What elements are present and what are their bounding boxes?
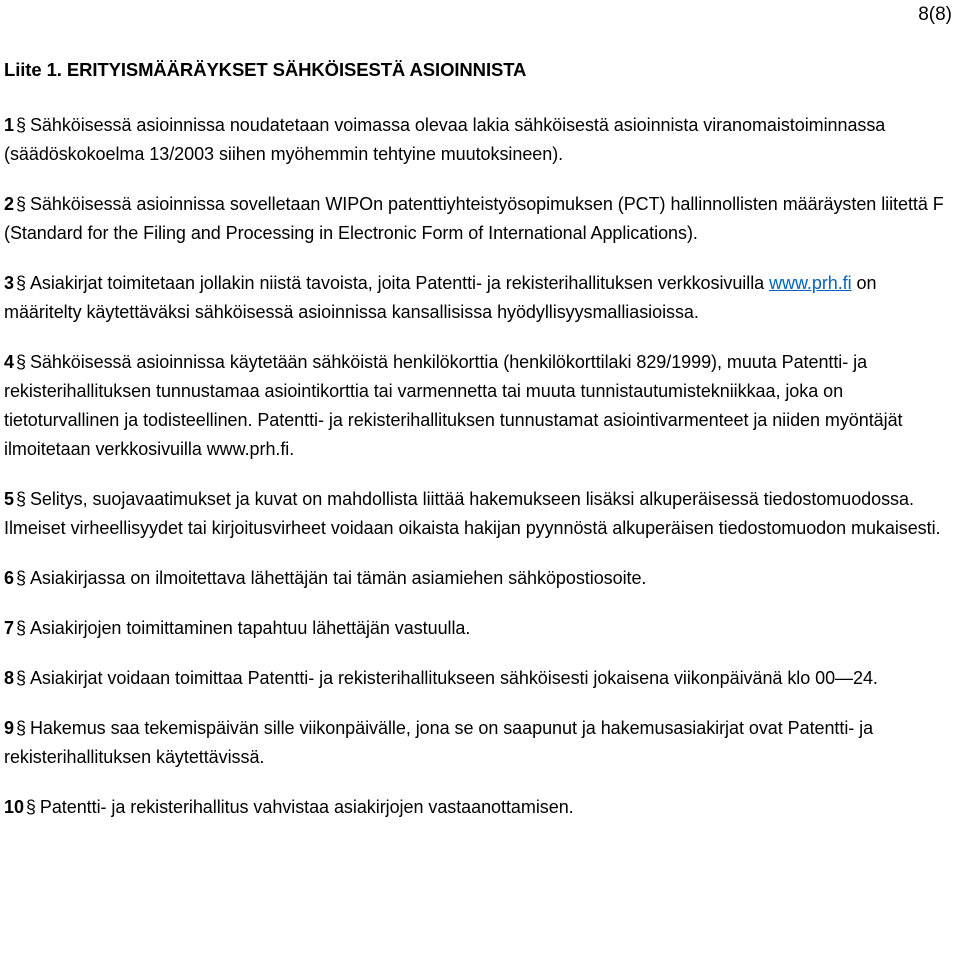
paragraph-1 xyxy=(4,111,954,169)
section-symbol: § xyxy=(15,568,26,588)
document-body xyxy=(4,58,954,843)
section-symbol: § xyxy=(15,352,26,372)
paragraph-5 xyxy=(4,485,954,543)
section-symbol: § xyxy=(15,718,26,738)
section-symbol: § xyxy=(15,273,26,293)
paragraph-text: Sähköisessä asioinnissa sovelletaan WIPOn patenttiyhteistyösopimuksen (PCT) hallinnollisten määräysten liitettä F (Standard for the Filing and Processing in Electronic Form of International Applications). xyxy=(4,194,944,243)
paragraph-text-continued: on määritelty käytettäväksi sähköisessä asioinnissa kansallisissa hyödyllisyysmalliasioissa. xyxy=(4,273,877,322)
paragraph-number: 9 xyxy=(4,718,14,738)
section-symbol: § xyxy=(25,797,36,817)
paragraph-text: Hakemus saa tekemispäivän sille viikonpäivälle, jona se on saapunut ja hakemusasiakirjat ovat Patentti- ja rekisterihallituksen käytettävissä. xyxy=(4,718,874,767)
paragraph-text: Asiakirjat toimitetaan jollakin niistä tavoista, joita Patentti- ja rekisterihallituksen verkkosivuilla xyxy=(29,273,765,293)
paragraph-number: 1 xyxy=(4,115,14,135)
paragraph-7 xyxy=(4,614,954,643)
paragraph-text: Asiakirjassa on ilmoitettava lähettäjän tai tämän asiamiehen sähköpostiosoite. xyxy=(29,568,647,588)
paragraph-9 xyxy=(4,714,954,772)
paragraph-number: 2 xyxy=(4,194,14,214)
prh-website-link[interactable]: www.prh.fi xyxy=(769,273,852,293)
paragraph-text: Asiakirjojen toimittaminen tapahtuu lähettäjän vastuulla. xyxy=(29,618,471,638)
paragraph-10 xyxy=(4,793,954,822)
paragraph-4 xyxy=(4,348,954,464)
document-title: Liite 1. ERITYISMÄÄRÄYKSET SÄHKÖISESTÄ ASIOINNISTA xyxy=(4,59,527,80)
paragraph-text: Patentti- ja rekisterihallitus vahvistaa asiakirjojen vastaanottamisen. xyxy=(39,797,574,817)
section-symbol: § xyxy=(15,668,26,688)
paragraph-number: 5 xyxy=(4,489,14,509)
paragraph-text: Selitys, suojavaatimukset ja kuvat on mahdollista liittää hakemukseen lisäksi alkuperäisessä tiedostomuodossa. Ilmeiset virheellisyydet tai kirjoitusvirheet voidaan oikaista hakijan pyynnöstä alkuperäisen tiedostomuodon mukaisesti. xyxy=(4,489,941,538)
paragraph-text: Sähköisessä asioinnissa noudatetaan voimassa olevaa lakia sähköisestä asioinnista viranomaistoiminnassa (säädöskokoelma 13/2003 siihen myöhemmin tehtyine muutoksineen). xyxy=(4,115,886,164)
paragraph-8 xyxy=(4,664,954,693)
paragraph-text: Sähköisessä asioinnissa käytetään sähköistä henkilökorttia (henkilökorttilaki 829/1999), muuta Patentti- ja rekisterihallituksen tunnustamaa asiointikorttia tai varmennetta tai muuta tunnistautumistekniikkaa, joka on tietoturvallinen ja todisteellinen. Patentti- ja rekisterihallituksen tunnustamat asiointivarmenteet ja niiden myöntäjät ilmoitetaan verkkosivuilla www.prh.fi. xyxy=(4,352,903,459)
paragraph-number: 4 xyxy=(4,352,14,372)
section-symbol: § xyxy=(15,618,26,638)
paragraph-number: 3 xyxy=(4,273,14,293)
page-number: 8(8) xyxy=(918,4,952,25)
paragraph-3 xyxy=(4,269,954,327)
section-symbol: § xyxy=(15,194,26,214)
paragraph-number: 8 xyxy=(4,668,14,688)
paragraph-number: 7 xyxy=(4,618,14,638)
section-symbol: § xyxy=(15,115,26,135)
paragraph-6 xyxy=(4,564,954,593)
paragraph-text: Asiakirjat voidaan toimittaa Patentti- ja rekisterihallitukseen sähköisesti jokaisena viikonpäivänä klo 00—24. xyxy=(29,668,878,688)
paragraph-number: 10 xyxy=(4,797,24,817)
paragraph-number: 6 xyxy=(4,568,14,588)
paragraph-2 xyxy=(4,190,954,248)
section-symbol: § xyxy=(15,489,26,509)
